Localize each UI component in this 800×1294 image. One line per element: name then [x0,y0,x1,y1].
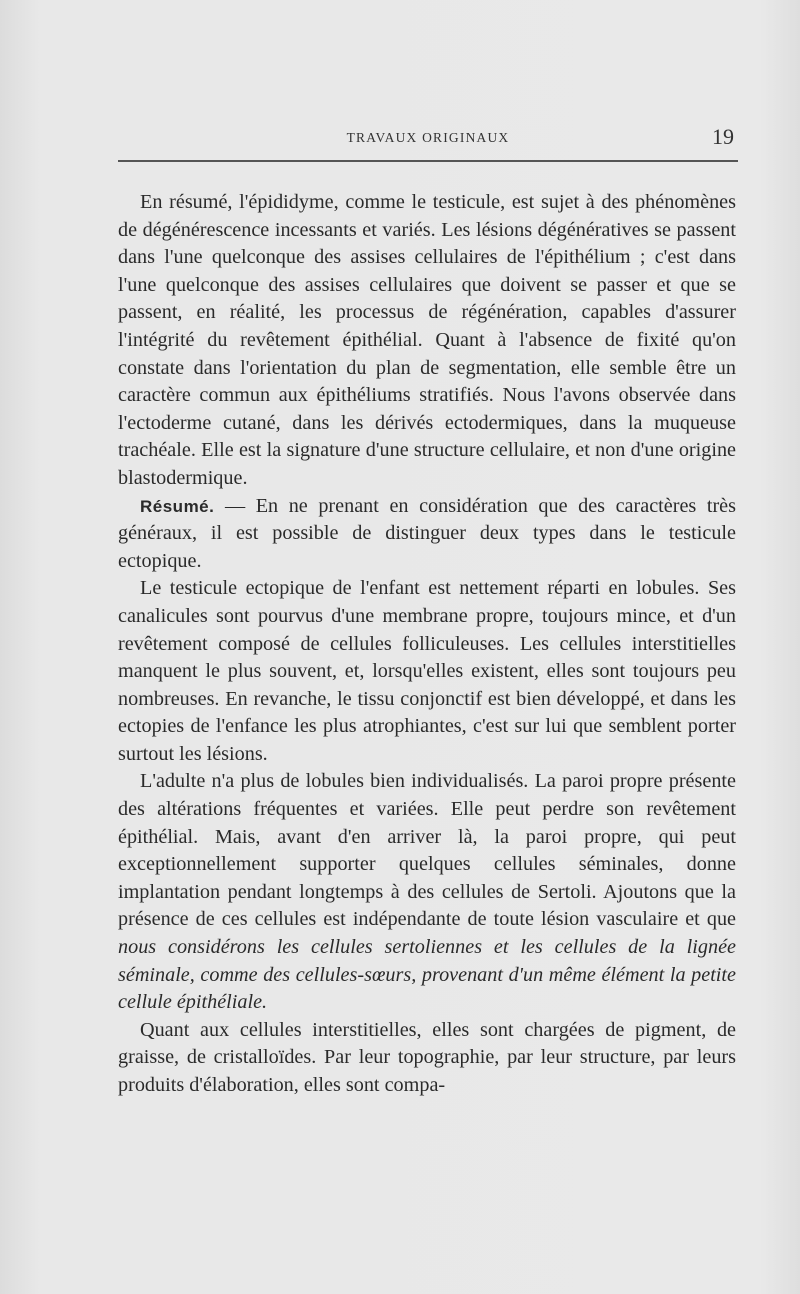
paragraph-testicule-enfant: Le testicule ectopique de l'enfant est nettement réparti en lobules. Ses canalicules sont pourvus d'une membrane propre, toujours mince, et d'un revêtement composé de cellules folliculeuses. Les cellules interstitielles manquent le plus souvent, et, lorsqu'elles existent, elles sont toujours peu nombreuses. En revanche, le tissu conjonctif est bien développé, et dans les ectopies de l'enfance les plus atrophiantes, c'est sur lui que semblent porter surtout les lésions. [118,577,736,765]
page-number: 19 [712,124,734,149]
resume-text: — En ne prenant en considération que des caractères très généraux, il est possible de distinguer deux types dans le testicule ectopique. [118,494,736,572]
paragraph-adulte [118,768,736,1016]
resume-heading: Résumé. [140,496,215,516]
paragraph-resume [118,493,736,576]
body-text [118,189,736,1100]
adulte-text: L'adulte n'a plus de lobules bien individualisés. La paroi propre présente des altérations fréquentes et variées. Elle peut perdre son revêtement épithélial. Mais, avant d'en arriver là, la paroi propre, qui peut exceptionnellement supporter quelques cellules séminales, donne implantation pendant longtemps à des cellules de Sertoli. Ajoutons que la présence de ces cellules est indépendante de toute lésion vasculaire et que [118,770,736,931]
running-head [118,124,738,148]
paragraph-cellules-interstitielles: Quant aux cellules interstitielles, elles sont chargées de pigment, de graisse, de cristalloïdes. Par leur topographie, par leur structure, par leurs produits d'élaboration, elles sont compa- [118,1018,736,1096]
running-title: TRAVAUX ORIGINAUX [346,130,510,145]
paragraph-epididyme: En résumé, l'épididyme, comme le testicule, est sujet à des phénomènes de dégénérescence incessants et variés. Les lésions dégénératives se passent dans l'une quelconque des assises cellulaires de l'épithélium ; c'est dans l'une quelconque des assises cellulaires que doivent se passer et que se passent, en réalité, les processus de régénération, capables d'assurer l'intégrité du revêtement épithélial. Quant à l'absence de fixité qu'on constate dans l'orientation du plan de segmentation, elle semble être un caractère commun aux épithéliums stratifiés. Nous l'avons observée dans l'ectoderme cutané, dans les dérivés ectodermiques, dans la muqueuse trachéale. Elle est la signature d'une structure cellulaire, et non d'une origine blastodermique. [118,191,736,489]
header-rule [118,160,738,162]
adulte-italic-text: nous considérons les cellules sertoliennes et les cellules de la lignée séminale, comme des cellules-sœurs, provenant d'un même élément la petite cellule épithéliale. [118,936,736,1014]
